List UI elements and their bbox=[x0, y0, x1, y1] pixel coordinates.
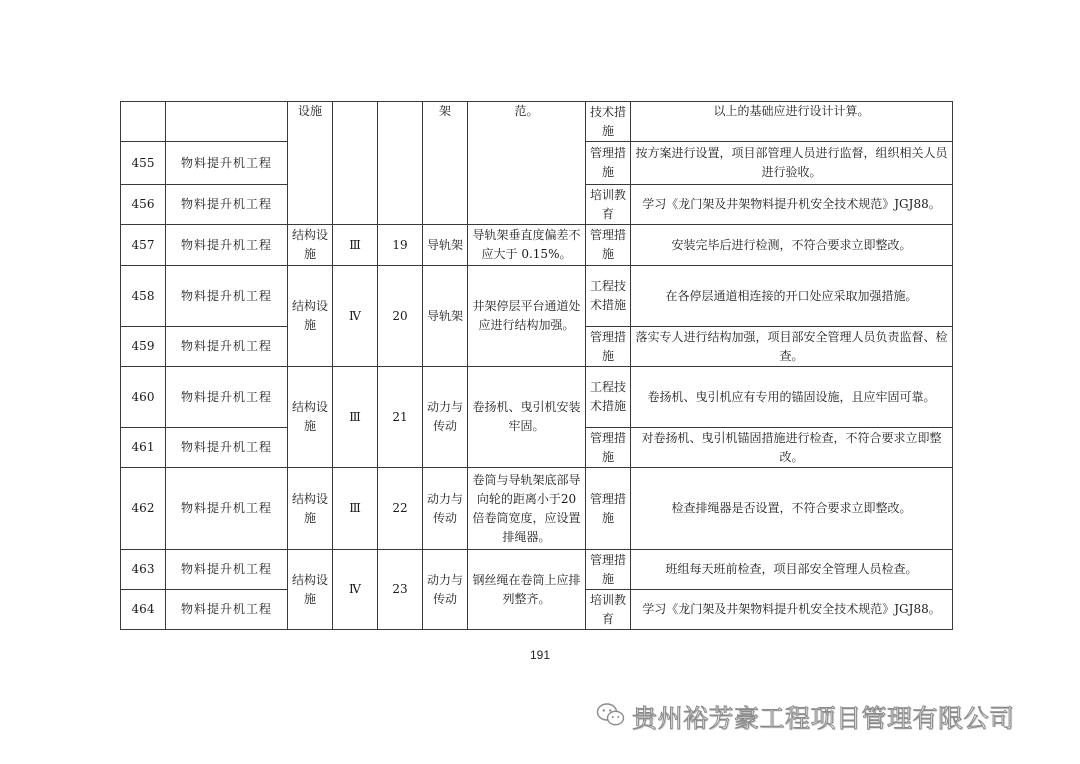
row-project-cell: 物料提升机工程 bbox=[166, 142, 288, 185]
seq-cell: 22 bbox=[378, 468, 423, 550]
requirement-cell: 卷筒与导轨架底部导向轮的距离小于20倍卷筒宽度，应设置排绳器。 bbox=[468, 468, 586, 550]
measure-type-cell: 管理措施 bbox=[586, 550, 631, 590]
row-project-cell: 物料提升机工程 bbox=[166, 468, 288, 550]
requirement-cell: 井架停层平台通道处应进行结构加强。 bbox=[468, 266, 586, 367]
table-row bbox=[121, 468, 953, 550]
table-row bbox=[121, 225, 953, 266]
row-no-cell: 462 bbox=[121, 468, 166, 550]
seq-cell: 19 bbox=[378, 225, 423, 266]
item-cell: 动力与传动 bbox=[423, 468, 468, 550]
row-project-cell bbox=[166, 102, 288, 142]
measure-cell: 落实专人进行结构加强，项目部安全管理人员负责监督、检查。 bbox=[631, 327, 953, 367]
row-no-cell: 456 bbox=[121, 185, 166, 225]
level-cell: Ⅲ bbox=[333, 468, 378, 550]
level-cell bbox=[333, 102, 378, 225]
measure-cell: 按方案进行设置，项目部管理人员进行监督，组织相关人员进行验收。 bbox=[631, 142, 953, 185]
safety-measures-table bbox=[120, 101, 953, 630]
wechat-icon bbox=[596, 702, 626, 732]
row-no-cell: 464 bbox=[121, 590, 166, 630]
measure-type-cell: 管理措施 bbox=[586, 225, 631, 266]
measure-type-cell: 工程技术措施 bbox=[586, 266, 631, 327]
row-no-cell: 457 bbox=[121, 225, 166, 266]
measure-type-cell: 技术措施 bbox=[586, 102, 631, 142]
item-cell: 架 bbox=[423, 102, 468, 225]
measure-type-cell: 管理措施 bbox=[586, 428, 631, 468]
row-no-cell: 455 bbox=[121, 142, 166, 185]
row-project-cell: 物料提升机工程 bbox=[166, 225, 288, 266]
table-row bbox=[121, 550, 953, 590]
item-cell: 动力与传动 bbox=[423, 367, 468, 468]
requirement-cell: 范。 bbox=[468, 102, 586, 225]
measure-type-cell: 工程技术措施 bbox=[586, 367, 631, 428]
row-project-cell: 物料提升机工程 bbox=[166, 327, 288, 367]
level-cell: Ⅲ bbox=[333, 225, 378, 266]
item-cell: 导轨架 bbox=[423, 266, 468, 367]
item-cell: 导轨架 bbox=[423, 225, 468, 266]
watermark-text: 贵州裕芳豪工程项目管理有限公司 bbox=[632, 704, 1015, 733]
level-cell: Ⅳ bbox=[333, 266, 378, 367]
row-no-cell: 460 bbox=[121, 367, 166, 428]
seq-cell bbox=[378, 102, 423, 225]
measure-cell: 卷扬机、曳引机应有专用的锚固设施，且应牢固可靠。 bbox=[631, 367, 953, 428]
category-cell: 结构设施 bbox=[288, 367, 333, 468]
watermark bbox=[596, 697, 1015, 737]
seq-cell: 21 bbox=[378, 367, 423, 468]
measure-cell: 以上的基础应进行设计计算。 bbox=[631, 102, 953, 142]
row-project-cell: 物料提升机工程 bbox=[166, 367, 288, 428]
table-row bbox=[121, 367, 953, 428]
category-cell: 设施 bbox=[288, 102, 333, 225]
item-cell: 动力与传动 bbox=[423, 550, 468, 630]
row-no-cell: 459 bbox=[121, 327, 166, 367]
category-cell: 结构设施 bbox=[288, 468, 333, 550]
table-row bbox=[121, 102, 953, 142]
row-project-cell: 物料提升机工程 bbox=[166, 550, 288, 590]
measure-type-cell: 管理措施 bbox=[586, 142, 631, 185]
measure-type-cell: 管理措施 bbox=[586, 327, 631, 367]
row-no-cell: 461 bbox=[121, 428, 166, 468]
measure-type-cell: 管理措施 bbox=[586, 468, 631, 550]
measure-type-cell: 培训教育 bbox=[586, 185, 631, 225]
measure-cell: 对卷扬机、曳引机锚固措施进行检查，不符合要求立即整改。 bbox=[631, 428, 953, 468]
measure-cell: 学习《龙门架及井架物料提升机安全技术规范》JGJ88。 bbox=[631, 590, 953, 630]
table-row bbox=[121, 266, 953, 327]
row-no-cell: 458 bbox=[121, 266, 166, 327]
row-no-cell bbox=[121, 102, 166, 142]
requirement-cell: 卷扬机、曳引机安装牢固。 bbox=[468, 367, 586, 468]
requirement-cell: 钢丝绳在卷筒上应排列整齐。 bbox=[468, 550, 586, 630]
seq-cell: 23 bbox=[378, 550, 423, 630]
seq-cell: 20 bbox=[378, 266, 423, 367]
row-project-cell: 物料提升机工程 bbox=[166, 266, 288, 327]
category-cell: 结构设施 bbox=[288, 550, 333, 630]
row-project-cell: 物料提升机工程 bbox=[166, 590, 288, 630]
measure-cell: 安装完毕后进行检测，不符合要求立即整改。 bbox=[631, 225, 953, 266]
measure-cell: 检查排绳器是否设置，不符合要求立即整改。 bbox=[631, 468, 953, 550]
row-project-cell: 物料提升机工程 bbox=[166, 428, 288, 468]
measure-cell: 在各停层通道相连接的开口处应采取加强措施。 bbox=[631, 266, 953, 327]
page-number: 191 bbox=[529, 648, 551, 662]
level-cell: Ⅳ bbox=[333, 550, 378, 630]
category-cell: 结构设施 bbox=[288, 225, 333, 266]
requirement-cell: 导轨架垂直度偏差不应大于 0.15%。 bbox=[468, 225, 586, 266]
measure-type-cell: 培训教育 bbox=[586, 590, 631, 630]
row-no-cell: 463 bbox=[121, 550, 166, 590]
row-project-cell: 物料提升机工程 bbox=[166, 185, 288, 225]
measure-cell: 班组每天班前检查，项目部安全管理人员检查。 bbox=[631, 550, 953, 590]
category-cell: 结构设施 bbox=[288, 266, 333, 367]
measure-cell: 学习《龙门架及井架物料提升机安全技术规范》JGJ88。 bbox=[631, 185, 953, 225]
level-cell: Ⅲ bbox=[333, 367, 378, 468]
